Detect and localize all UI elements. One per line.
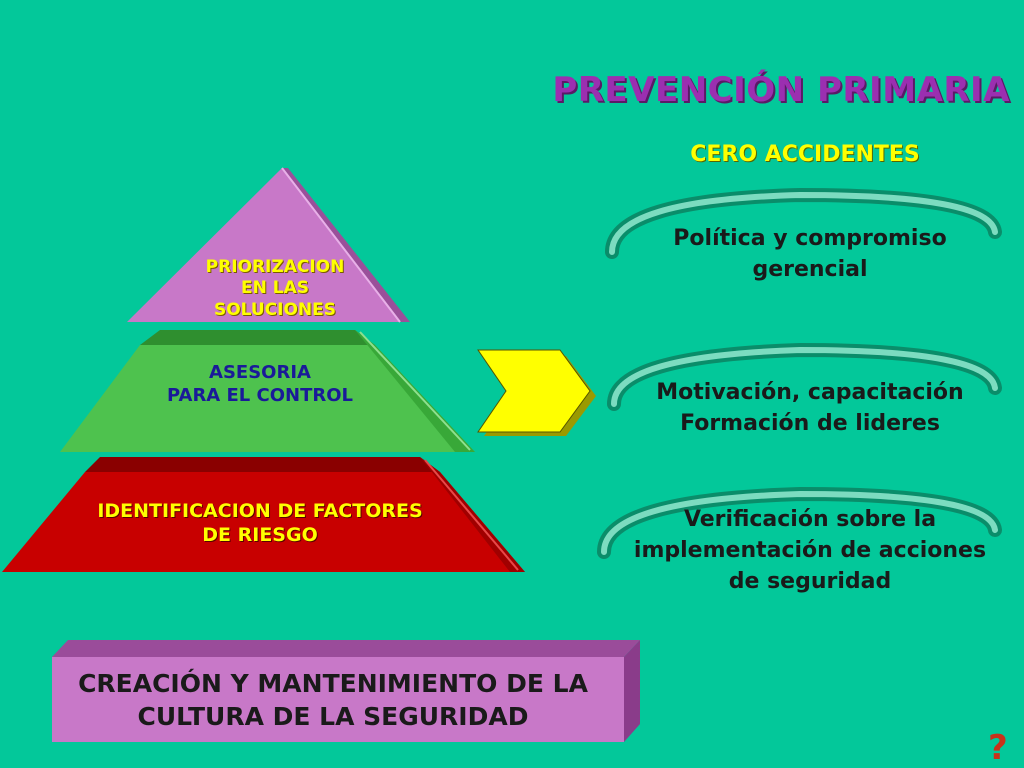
pyramid-top-line: PRIORIZACION bbox=[205, 257, 345, 277]
item-line: Política y compromiso bbox=[673, 226, 947, 251]
item-motivation bbox=[600, 378, 1020, 440]
page-title: PREVENCIÓN PRIMARIA bbox=[552, 70, 1010, 110]
pyramid-top-line: EN LAS bbox=[241, 278, 309, 299]
banner-line: CREACIÓN Y MANTENIMIENTO DE LA bbox=[78, 669, 588, 698]
pyramid-middle-line: PARA EL CONTROL bbox=[166, 384, 354, 406]
question-mark-icon[interactable]: ? bbox=[988, 728, 1008, 768]
item-line: gerencial bbox=[752, 256, 868, 282]
item-verification bbox=[600, 505, 1020, 597]
pyramid-top-line: SOLUCIONES bbox=[213, 299, 337, 320]
item-line: implementación de acciones bbox=[633, 537, 987, 563]
banner-line: CULTURA DE LA SEGURIDAD bbox=[137, 701, 529, 731]
item-line: Motivación, capacitación bbox=[656, 380, 964, 405]
pyramid-bottom-label bbox=[40, 500, 480, 548]
culture-banner-text bbox=[58, 668, 608, 733]
item-line: Verificación sobre la bbox=[683, 507, 937, 532]
chevron-right-arrow-icon bbox=[478, 350, 596, 436]
item-line: de seguridad bbox=[728, 568, 892, 594]
item-policy bbox=[600, 224, 1020, 286]
pyramid-top-label bbox=[180, 257, 370, 321]
pyramid-middle-label bbox=[120, 362, 400, 407]
pyramid-bottom-line: IDENTIFICACION DE FACTORES bbox=[97, 500, 423, 522]
pyramid-bottom-line: DE RIESGO bbox=[202, 523, 318, 546]
item-line: Formación de lideres bbox=[680, 410, 940, 436]
pyramid-middle-line: ASESORIA bbox=[209, 362, 311, 383]
page-subtitle: CERO ACCIDENTES bbox=[690, 142, 920, 167]
